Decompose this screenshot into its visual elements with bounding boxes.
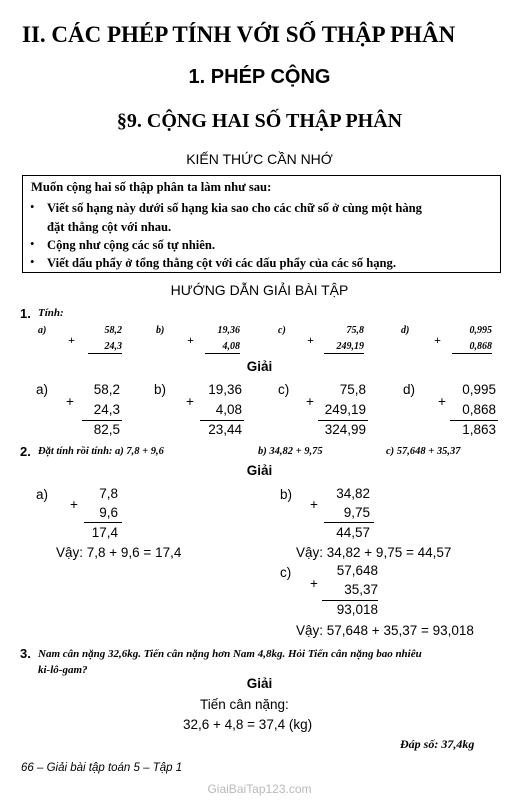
problem-label: c)	[280, 565, 292, 580]
problem-label: c)	[278, 382, 290, 397]
sum-line	[82, 420, 122, 421]
problem-label: a)	[38, 325, 47, 336]
addend-top: 57,648	[336, 563, 378, 578]
addend-bottom: 0,868	[469, 341, 492, 352]
exercise-prompt-b: b) 34,82 + 9,75	[258, 446, 323, 457]
plus-sign: +	[66, 394, 74, 409]
addend-top: 58,2	[93, 382, 120, 397]
plus-sign: +	[307, 333, 314, 347]
plus-sign: +	[187, 333, 194, 347]
addend-bottom: 249,19	[336, 341, 364, 352]
conclusion: Vậy: 34,82 + 9,75 = 44,57	[296, 545, 452, 560]
addend-top: 75,8	[346, 325, 364, 336]
section-title: 1. PHÉP CỘNG	[188, 66, 331, 88]
conclusion: Vậy: 7,8 + 9,6 = 17,4	[56, 545, 182, 560]
sum-line	[450, 420, 498, 421]
problem-label: b)	[156, 325, 165, 336]
watermark: GiaiBaiTap123.com	[207, 782, 312, 796]
problem-label: d)	[401, 325, 410, 336]
final-answer: Đáp số: 37,4kg	[400, 737, 475, 751]
addend-bottom: 24,3	[93, 402, 120, 417]
plus-sign: +	[186, 394, 194, 409]
addend-top: 34,82	[336, 486, 370, 501]
addend-bottom: 4,08	[215, 402, 242, 417]
plus-sign: +	[434, 333, 441, 347]
exercise-prompt-c: c) 57,648 + 35,37	[386, 446, 461, 457]
solution-label: Giải	[246, 676, 273, 691]
sum-line	[84, 522, 122, 523]
knowledge-bullet-cont: đặt thẳng cột với nhau.	[47, 220, 172, 234]
sum-result: 44,57	[336, 525, 370, 540]
addend-bottom: 249,19	[324, 402, 366, 417]
addend-top: 75,8	[339, 382, 366, 397]
sum-line	[452, 353, 492, 354]
answer-line: Tiến cân nặng:	[200, 697, 289, 712]
sum-result: 82,5	[93, 422, 120, 437]
addend-bottom: 4,08	[222, 341, 240, 352]
problem-label: a)	[36, 382, 49, 397]
addend-top: 0,995	[469, 325, 492, 336]
plus-sign: +	[68, 333, 75, 347]
problem-label: b)	[280, 487, 293, 502]
plus-sign: +	[70, 497, 78, 512]
sum-line	[318, 420, 368, 421]
addend-bottom: 9,75	[343, 505, 370, 520]
addend-top: 58,2	[104, 325, 122, 336]
answer-calculation: 32,6 + 4,8 = 37,4 (kg)	[183, 717, 313, 732]
sum-line	[324, 353, 364, 354]
guide-title: HƯỚNG DẪN GIẢI BÀI TẬP	[170, 282, 349, 298]
knowledge-bullet: Viết dấu phẩy ở tổng thẳng cột với các dấu phẩy của các số hạng.	[47, 256, 397, 270]
plus-sign: +	[438, 394, 446, 409]
sum-line	[88, 353, 122, 354]
lesson-title: §9. CỘNG HAI SỐ THẬP PHÂN	[116, 110, 403, 132]
exercise-prompt: Tính:	[38, 307, 64, 319]
knowledge-title: KIẾN THỨC CẦN NHỚ	[186, 151, 333, 167]
problem-label: a)	[36, 487, 49, 502]
sum-result: 324,99	[324, 422, 366, 437]
problem-label: d)	[403, 382, 416, 397]
addend-bottom: 35,37	[344, 582, 378, 597]
sum-result: 93,018	[336, 602, 378, 617]
knowledge-bullet: Viết số hạng này dưới số hạng kia sao cho các chữ số ở cùng một hàng	[47, 201, 422, 215]
addend-top: 7,8	[99, 486, 118, 501]
sum-line	[324, 522, 374, 523]
plus-sign: +	[310, 576, 318, 591]
sum-result: 17,4	[91, 525, 118, 540]
sum-line	[205, 353, 240, 354]
plus-sign: +	[306, 394, 314, 409]
solution-label: Giải	[246, 359, 273, 374]
page-footer: 66 – Giải bài tập toán 5 – Tập 1	[21, 762, 183, 774]
addend-top: 19,36	[217, 325, 240, 336]
exercise-prompt-cont: ki-lô-gam?	[38, 664, 88, 676]
chapter-title: II. CÁC PHÉP TÍNH VỚI SỐ THẬP PHÂN	[22, 22, 456, 47]
bullet-icon: •	[30, 255, 35, 269]
exercise-number: 3.	[20, 646, 31, 661]
knowledge-bullet: Cộng như cộng các số tự nhiên.	[47, 238, 216, 252]
exercise-prompt: Đặt tính rồi tính: a) 7,8 + 9,6	[38, 446, 164, 457]
addend-bottom: 0,868	[462, 402, 496, 417]
addend-bottom: 24,3	[104, 341, 122, 352]
addend-top: 19,36	[208, 382, 242, 397]
solution-label: Giải	[246, 463, 273, 478]
bullet-icon: •	[30, 200, 35, 214]
exercise-number: 1.	[20, 306, 31, 321]
knowledge-intro: Muốn cộng hai số thập phân ta làm như sau:	[31, 180, 272, 194]
plus-sign: +	[310, 497, 318, 512]
problem-label: c)	[278, 325, 286, 336]
sum-result: 1,863	[462, 422, 496, 437]
sum-result: 23,44	[208, 422, 242, 437]
bullet-icon: •	[30, 237, 35, 251]
sum-line	[200, 420, 244, 421]
knowledge-box	[22, 175, 501, 273]
addend-bottom: 9,6	[99, 505, 118, 520]
problem-label: b)	[154, 382, 167, 397]
conclusion: Vậy: 57,648 + 35,37 = 93,018	[296, 623, 474, 638]
addend-top: 0,995	[462, 382, 496, 397]
exercise-number: 2.	[20, 444, 31, 459]
exercise-prompt: Nam cân nặng 32,6kg. Tiến cân nặng hơn Nam 4,8kg. Hỏi Tiến cân nặng bao nhiêu	[38, 648, 422, 660]
sum-line	[322, 600, 378, 601]
